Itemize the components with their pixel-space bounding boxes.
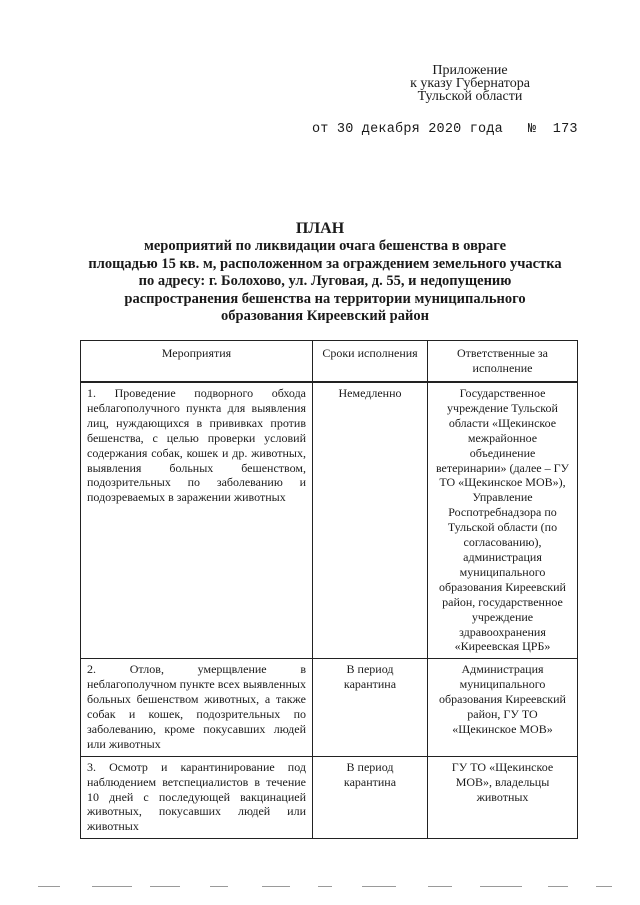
plan-subtitle [60,238,590,326]
table-row [81,756,578,839]
scan-mark [38,886,60,887]
responsible-cell: Администрация муниципального образования Киреевский район, ГУ ТО «Щекинское МОВ» [428,659,578,756]
measure-cell: 2. Отлов, умерщвление в неблагополучном пункте всех выявленных больных бешенством животных, а также собак и кошек, подозрительных по заболеванию, кроме покусавших людей или животных [81,659,313,756]
term-cell: Немедленно [313,382,428,659]
scan-mark [318,886,332,887]
measure-cell: 1. Проведение подворного обхода неблагополучного пункта для выявления лиц, нуждающихся в прививках против бешенства, с целью проверки условий содержания собак, кошек и др. животных, выявления больных бешенством, подозрительных по заболеванию и подозреваемых в заражении животных [81,382,313,659]
header-responsible: Ответственные за исполнение [428,341,578,383]
table-row [81,659,578,756]
scan-mark [92,886,132,887]
header-terms: Сроки исполнения [313,341,428,383]
scan-mark [362,886,396,887]
responsible-cell: ГУ ТО «Щекинское МОВ», владельцы животных [428,756,578,839]
measures-table [80,340,578,839]
scan-mark [480,886,522,887]
plan-subtitle-line: распространения бешенства на территории муниципального [124,290,526,307]
scan-mark [210,886,228,887]
scan-artifact-line [0,884,640,890]
decree-date: от 30 декабря 2020 года [312,122,503,137]
term-cell: В период карантина [313,659,428,756]
table-header-row [81,341,578,383]
table-row [81,382,578,659]
appendix-line-3: Тульской области [417,89,523,104]
plan-title: ПЛАН [295,220,345,237]
term-cell: В период карантина [313,756,428,839]
appendix-line-2: к указу Губернатора [410,76,530,91]
decree-reference [312,122,578,137]
header-measures: Мероприятия [81,341,313,383]
responsible-cell: Государственное учреждение Тульской области «Щекинское межрайонное объединение ветеринарии» (далее – ГУ ТО «Щекинское МОВ»), Управление Роспотребнадзора по Тульской области (по согласованию), администрация муниципального образования Киреевский район, государственное учреждение здравоохранения «Киреевская ЦРБ» [428,382,578,659]
decree-number-sign: № [527,122,537,137]
scan-mark [150,886,180,887]
scan-mark [596,886,612,887]
measure-cell: 3. Осмотр и карантинирование под наблюдением ветспециалистов в течение 10 дней с последующей вакцинацией животных, покусавших людей или животных [81,756,313,839]
decree-number: 173 [552,122,578,137]
plan-subtitle-line: по адресу: г. Болохово, ул. Луговая, д. 55, и недопущению [138,273,512,289]
scan-mark [548,886,568,887]
plan-subtitle-line: площадью 15 кв. м, расположенном за ограждением земельного участка [88,255,562,272]
plan-subtitle-line: мероприятий по ликвидации очага бешенства в овраге [143,238,507,254]
scan-mark [428,886,452,887]
plan-subtitle-line: образования Киреевский район [221,308,429,324]
scan-mark [262,886,290,887]
appendix-block [380,64,560,103]
appendix-line-1: Приложение [432,63,508,78]
